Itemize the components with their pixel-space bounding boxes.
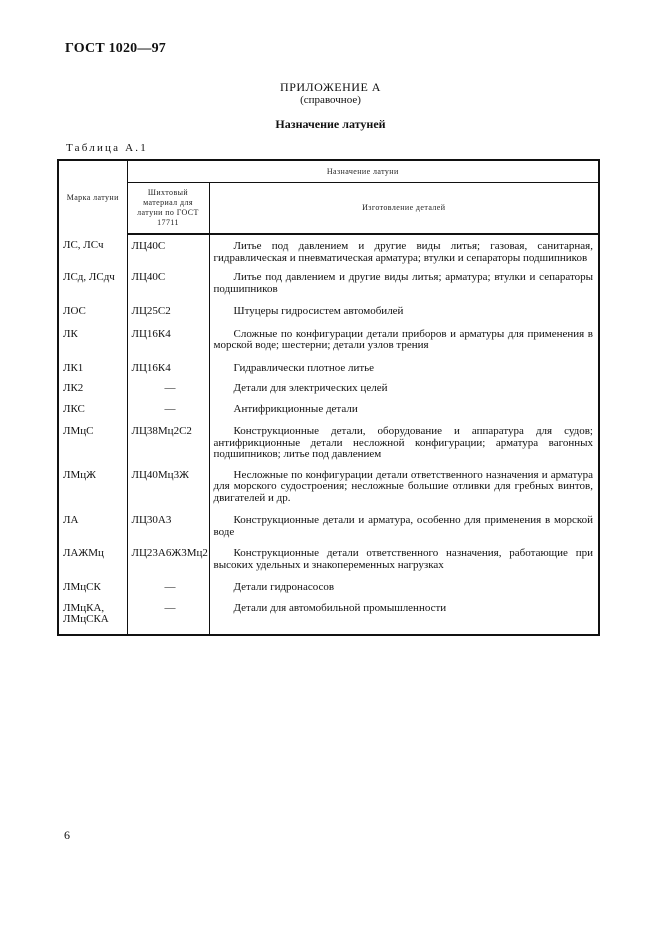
cell-charge-material: — xyxy=(127,603,209,635)
cell-charge-material: ЛЦ25С2 xyxy=(127,306,209,329)
cell-charge-material: ЛЦ40С xyxy=(127,272,209,306)
table-row xyxy=(58,404,599,427)
appendix-title: ПРИЛОЖЕНИЕ А xyxy=(280,80,381,94)
table-row xyxy=(58,426,599,470)
cell-manufacture-text: Детали для автомобильной промышленности xyxy=(233,601,447,614)
cell-manufacture xyxy=(209,383,599,404)
cell-charge-material: ЛЦ40Мц3Ж xyxy=(127,470,209,516)
header-purpose: Назначение латуни xyxy=(127,160,599,183)
cell-grade: ЛМцКА, ЛМцСКА xyxy=(58,603,127,635)
cell-charge-material: — xyxy=(127,582,209,603)
cell-grade: ЛС, ЛСч xyxy=(58,234,127,272)
table-row xyxy=(58,234,599,272)
table-row xyxy=(58,363,599,384)
cell-charge-material: ЛЦ40С xyxy=(127,234,209,272)
cell-charge-material: ЛЦ30А3 xyxy=(127,515,209,548)
appendix-name: Назначение латуней xyxy=(275,117,386,131)
table-row xyxy=(58,306,599,329)
cell-manufacture-text: Гидравлически плотное литье xyxy=(233,361,375,374)
cell-grade: ЛМцЖ xyxy=(58,470,127,516)
cell-grade: ЛА xyxy=(58,515,127,548)
appendix-subtitle: (справочное) xyxy=(300,94,361,106)
cell-manufacture xyxy=(209,272,599,306)
cell-manufacture xyxy=(209,582,599,603)
table-row xyxy=(58,603,599,635)
cell-manufacture xyxy=(209,234,599,272)
cell-charge-material: ЛЦ38Мц2С2 xyxy=(127,426,209,470)
table-row xyxy=(58,582,599,603)
document-code: ГОСТ 1020—97 xyxy=(65,41,166,56)
cell-manufacture-text: Конструкционные детали, оборудование и аппаратура для судов; антифрикционные детали несложной конфигурации; арматура вагонных подшипников; литье под давлением xyxy=(213,425,593,460)
cell-grade: ЛОС xyxy=(58,306,127,329)
header-grade: Марка латуни xyxy=(58,160,127,234)
table-label: Таблица А.1 xyxy=(66,142,148,154)
cell-charge-material: ЛЦ23А6Ж3Мц2 xyxy=(127,548,209,582)
cell-charge-material: ЛЦ16К4 xyxy=(127,363,209,384)
cell-manufacture xyxy=(209,426,599,470)
cell-manufacture xyxy=(209,306,599,329)
cell-manufacture-text: Несложные по конфигурации детали ответственного назначения и арматура для морского судостроения; несложные большие отливки для гребных винтов, двигателей и др. xyxy=(213,468,593,504)
brass-purpose-table xyxy=(57,159,600,636)
cell-manufacture xyxy=(209,404,599,427)
cell-grade: ЛК xyxy=(58,329,127,363)
table-row xyxy=(58,383,599,404)
cell-manufacture-text: Литье под давлением и другие виды литья; газовая, санитарная, гидравлическая и пневматическая арматура; втулки и сепараторы подшипников xyxy=(213,240,593,264)
cell-manufacture-text: Детали для электрических целей xyxy=(233,382,388,394)
cell-manufacture-text: Штуцеры гидросистем автомобилей xyxy=(233,305,404,317)
table-row xyxy=(58,272,599,306)
cell-grade: ЛАЖМц xyxy=(58,548,127,582)
header-manufacture: Изготовление деталей xyxy=(209,183,599,235)
cell-manufacture-text: Детали гидронасосов xyxy=(233,581,335,593)
header-charge-material: Шихтовый материал для латуни по ГОСТ 17711 xyxy=(127,183,209,235)
page-number: 6 xyxy=(64,828,70,842)
table-row xyxy=(58,470,599,516)
cell-charge-material: — xyxy=(127,383,209,404)
cell-manufacture xyxy=(209,470,599,516)
cell-charge-material: — xyxy=(127,404,209,427)
cell-manufacture xyxy=(209,515,599,548)
cell-manufacture xyxy=(209,548,599,582)
cell-manufacture-text: Конструкционные детали ответственного назначения, работающие при высоких удельных и знакопеременных нагрузках xyxy=(213,547,593,571)
cell-manufacture xyxy=(209,603,599,635)
cell-grade: ЛМцС xyxy=(58,426,127,470)
cell-manufacture-text: Антифрикционные детали xyxy=(233,402,358,415)
cell-manufacture-text: Литье под давлением и другие виды литья; арматура; втулки и сепараторы подшипников xyxy=(213,271,593,295)
cell-manufacture xyxy=(209,363,599,384)
cell-grade: ЛКС xyxy=(58,404,127,427)
cell-manufacture-text: Конструкционные детали и арматура, особенно для применения в морской воде xyxy=(213,514,593,538)
table-row xyxy=(58,548,599,582)
cell-grade: ЛК1 xyxy=(58,363,127,384)
cell-manufacture-text: Сложные по конфигурации детали приборов и арматуры для применения в морской воде; шестерни; детали узлов трения xyxy=(213,327,593,351)
cell-manufacture xyxy=(209,329,599,363)
table-row xyxy=(58,329,599,363)
cell-grade: ЛСд, ЛСдч xyxy=(58,272,127,306)
cell-grade: ЛМцСК xyxy=(58,582,127,603)
table-body xyxy=(58,234,599,635)
cell-grade: ЛК2 xyxy=(58,383,127,404)
table-row xyxy=(58,515,599,548)
cell-charge-material: ЛЦ16К4 xyxy=(127,329,209,363)
